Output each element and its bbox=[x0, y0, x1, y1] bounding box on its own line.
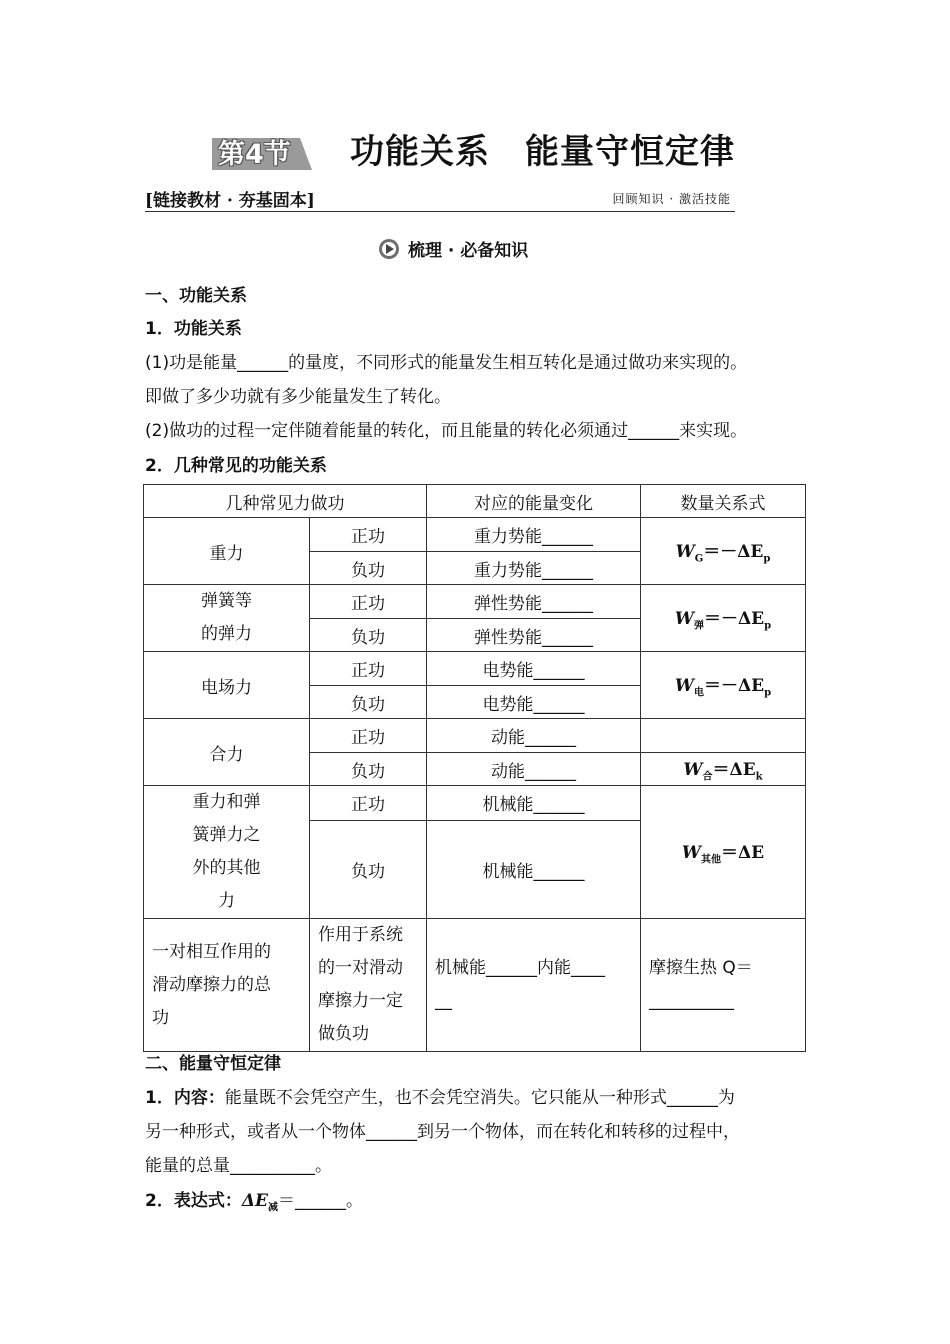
content-line-2: 另一种形式，或者从一个物体______到另一个物体，而在转化和转移的过程中， bbox=[145, 1122, 740, 1142]
formula-sub: G bbox=[694, 553, 704, 565]
force-line: 簧弹力之 bbox=[192, 825, 261, 845]
table-row bbox=[144, 919, 806, 1052]
work-sign-cell: 正功 bbox=[310, 585, 427, 619]
paragraph-1b: 即做了多少功就有多少能量发生了转化。 bbox=[145, 387, 451, 407]
formula-var: W bbox=[674, 609, 694, 630]
energy-cell: 重力势能______ bbox=[427, 518, 641, 552]
badge-text: 第4节 bbox=[218, 139, 291, 170]
force-cell: 合力 bbox=[144, 719, 310, 786]
expression-label: 2．表达式： bbox=[145, 1191, 242, 1211]
formula-sub2: p bbox=[764, 620, 772, 632]
formula-sub2: k bbox=[755, 771, 763, 783]
formula-rest: ＝ΔE bbox=[712, 760, 756, 781]
work-sign-cell: 负功 bbox=[310, 820, 427, 918]
strap-divider bbox=[145, 211, 735, 212]
formula-cell bbox=[641, 652, 806, 719]
energy-cell: 电势能______ bbox=[427, 686, 641, 719]
work-sign-cell: 正功 bbox=[310, 719, 427, 753]
content-text: 能量既不会凭空产生，也不会凭空消失。它只能从一种形式______为 bbox=[224, 1088, 735, 1108]
force-line: 的弹力 bbox=[201, 624, 252, 644]
energy-line: 机械能______内能____ bbox=[435, 958, 605, 978]
subheading-1: 1．功能关系 bbox=[145, 319, 242, 339]
energy-cell: 动能______ bbox=[427, 719, 641, 753]
work-sign-cell: 负功 bbox=[310, 619, 427, 652]
formula-cell bbox=[641, 919, 806, 1052]
formula-rest: ＝ΔE bbox=[720, 843, 765, 864]
formula-cell bbox=[641, 786, 806, 919]
work-sign-cell: 正功 bbox=[310, 518, 427, 552]
force-line: 力 bbox=[218, 891, 235, 911]
formula-cell bbox=[641, 585, 806, 652]
expression-formula bbox=[241, 1191, 278, 1214]
force-line: 外的其他 bbox=[192, 858, 261, 878]
work-sign-cell: 负功 bbox=[310, 552, 427, 585]
formula-sub: 合 bbox=[702, 771, 713, 783]
paragraph-1a: (1)功是能量______的量度，不同形式的能量发生相互转化是通过做功来实现的。 bbox=[145, 353, 748, 373]
formula-sub: 电 bbox=[693, 687, 704, 699]
force-cell: 重力 bbox=[144, 518, 310, 585]
energy-line: __ bbox=[435, 991, 452, 1011]
formula-sub: 其他 bbox=[700, 854, 721, 866]
energy-cell: 弹性势能______ bbox=[427, 619, 641, 652]
condition-line: 摩擦力一定 bbox=[318, 991, 403, 1011]
formula-rest: ＝－ΔE bbox=[703, 542, 764, 563]
heading-conservation: 二、能量守恒定律 bbox=[145, 1054, 281, 1074]
expression-var: ΔE bbox=[241, 1191, 268, 1211]
play-circle-icon bbox=[378, 238, 400, 260]
expression-rest: ＝______。 bbox=[278, 1191, 363, 1211]
formula-var: W bbox=[675, 542, 695, 563]
formula-line: __________ bbox=[649, 991, 734, 1011]
strap-left: [链接教材 · 夯基固本] bbox=[145, 191, 315, 211]
force-cell bbox=[144, 585, 310, 652]
formula-cell bbox=[641, 518, 806, 585]
force-line: 一对相互作用的 bbox=[152, 941, 271, 962]
condition-line: 的一对滑动 bbox=[318, 958, 403, 978]
content-label: 1．内容： bbox=[145, 1088, 225, 1108]
function-relations-table bbox=[143, 484, 806, 1052]
title-row bbox=[0, 118, 950, 178]
formula-rest: ＝－ΔE bbox=[703, 676, 765, 697]
work-sign-cell: 负功 bbox=[310, 753, 427, 786]
expression-sub: 减 bbox=[268, 1202, 278, 1214]
section-heading-text: 梳理 · 必备知识 bbox=[408, 241, 529, 261]
paragraph-2: (2)做功的过程一定伴随着能量的转化，而且能量的转化必须通过______来实现。 bbox=[145, 421, 748, 441]
formula-var: W bbox=[681, 843, 701, 864]
energy-cell: 机械能______ bbox=[427, 820, 641, 918]
header-cell: 对应的能量变化 bbox=[427, 485, 641, 518]
condition-cell bbox=[310, 919, 427, 1052]
formula-sub: 弹 bbox=[693, 620, 704, 632]
energy-cell: 弹性势能______ bbox=[427, 585, 641, 619]
subheading-2: 2．几种常见的功能关系 bbox=[145, 456, 327, 476]
force-line: 滑动摩擦力的总 bbox=[152, 974, 271, 995]
energy-cell: 重力势能______ bbox=[427, 552, 641, 585]
section-badge bbox=[212, 130, 312, 176]
energy-cell: 机械能______ bbox=[427, 786, 641, 821]
force-line: 弹簧等 bbox=[201, 591, 252, 611]
condition-line: 做负功 bbox=[318, 1024, 369, 1044]
condition-line: 作用于系统 bbox=[318, 925, 403, 945]
force-cell bbox=[144, 919, 310, 1052]
force-cell bbox=[144, 786, 310, 919]
header-cell: 数量关系式 bbox=[641, 485, 806, 518]
force-cell: 电场力 bbox=[144, 652, 310, 719]
table-row bbox=[144, 518, 806, 552]
formula-rest: ＝－ΔE bbox=[703, 609, 765, 630]
formula-cell-empty bbox=[641, 719, 806, 753]
page-title: 功能关系 能量守恒定律 bbox=[350, 132, 735, 172]
table-header-row bbox=[144, 485, 806, 518]
content-line-3: 能量的总量__________。 bbox=[145, 1156, 332, 1176]
table-row bbox=[144, 786, 806, 821]
strap bbox=[145, 186, 735, 214]
formula-line: 摩擦生热 Q＝ bbox=[649, 958, 753, 978]
formula-sub2: p bbox=[764, 687, 772, 699]
strap-right: 回顾知识 · 激活技能 bbox=[612, 192, 731, 206]
formula-var: W bbox=[683, 760, 703, 781]
energy-cell bbox=[427, 919, 641, 1052]
content-line-1 bbox=[145, 1083, 735, 1108]
work-sign-cell: 正功 bbox=[310, 652, 427, 686]
header-cell: 几种常见力做功 bbox=[144, 485, 427, 518]
formula-var: W bbox=[674, 676, 694, 697]
formula-sub2: p bbox=[763, 553, 771, 565]
heading-function-relations: 一、功能关系 bbox=[145, 286, 247, 306]
table-row bbox=[144, 652, 806, 686]
work-sign-cell: 负功 bbox=[310, 686, 427, 719]
work-sign-cell: 正功 bbox=[310, 786, 427, 821]
table-row bbox=[144, 585, 806, 619]
energy-cell: 电势能______ bbox=[427, 652, 641, 686]
force-line: 功 bbox=[152, 1007, 169, 1028]
energy-cell: 动能______ bbox=[427, 753, 641, 786]
force-line: 重力和弹 bbox=[192, 792, 261, 812]
table-row bbox=[144, 719, 806, 753]
formula-cell bbox=[641, 753, 806, 786]
expression-line bbox=[145, 1186, 363, 1213]
